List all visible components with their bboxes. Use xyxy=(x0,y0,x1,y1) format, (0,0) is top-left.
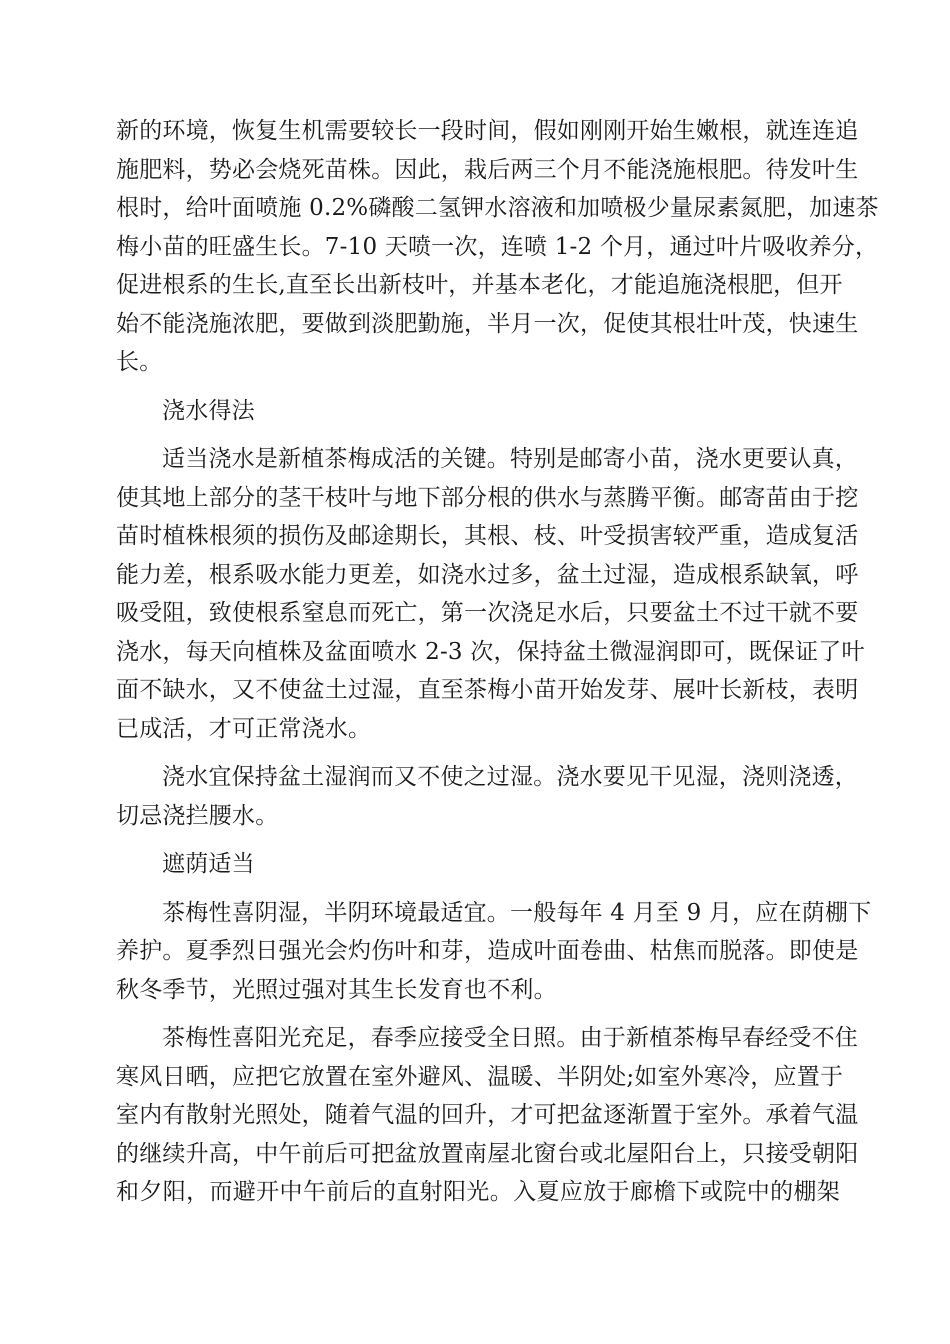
paragraph-line: 能力差，根系吸水能力更差，如浇水过多，盆土过湿，造成根系缺氧，呼 xyxy=(116,561,859,588)
paragraph-line: 根时，给叶面喷施 0.2%磷酸二氢钾水溶液和加喷极少量尿素氮肥，加速茶 xyxy=(116,195,879,221)
section-heading-shading: 遮荫适当 xyxy=(162,851,255,877)
paragraph-line: 和夕阳，而避开中午前后的直射阳光。入夏应放于廊檐下或院中的棚架 xyxy=(116,1179,840,1205)
paragraph-line: 面不缺水，又不使盆土过湿，直至茶梅小苗开始发芽、展叶长新枝，表明 xyxy=(116,677,859,703)
paragraph-shading-shade xyxy=(116,894,872,1010)
paragraph-line: 切忌浇拦腰水。 xyxy=(116,802,279,829)
document-body xyxy=(116,112,879,1212)
paragraph-line: 始不能浇施浓肥，要做到淡肥勤施，半月一次，促使其根壮叶茂，快速生 xyxy=(116,310,859,337)
paragraph-watering-moisture xyxy=(116,758,858,835)
paragraph-line: 吸受阻，致使根系窒息而死亡，第一次浇足水后，只要盆土不过干就不要 xyxy=(116,600,859,626)
paragraph-line: 养护。夏季烈日强光会灼伤叶和芽，造成叶面卷曲、枯焦而脱落。即使是 xyxy=(116,938,859,964)
paragraph-line: 室内有散射光照处，随着气温的回升，才可把盆逐渐置于室外。承着气温 xyxy=(116,1102,859,1128)
paragraph-line: 长。 xyxy=(116,349,163,375)
paragraph-line: 茶梅性喜阴湿，半阴环境最适宜。一般每年 4 月至 9 月，应在荫棚下 xyxy=(162,899,872,926)
paragraph-line: 寒风日晒，应把它放置在室外避风、温暖、半阴处;如室外寒冷，应置于 xyxy=(116,1063,844,1090)
paragraph-fertilizing-continued xyxy=(116,112,879,382)
paragraph-line: 梅小苗的旺盛生长。7-10 天喷一次，连喷 1-2 个月，通过叶片吸收养分， xyxy=(116,233,879,260)
paragraph-line: 适当浇水是新植茶梅成活的关键。特别是邮寄小苗，浇水更要认真， xyxy=(162,446,858,472)
paragraph-line: 促进根系的生长,直至长出新枝叶，并基本老化，才能追施浇根肥，但开 xyxy=(116,272,843,298)
paragraph-line: 的继续升高，中午前后可把盆放置南屋北窗台或北屋阳台上，只接受朝阳 xyxy=(116,1140,859,1167)
paragraph-line: 秋冬季节，光照过强对其生长发育也不利。 xyxy=(116,976,557,1003)
paragraph-line: 新的环境，恢复生机需要较长一段时间，假如刚刚开始生嫩根，就连连追 xyxy=(116,118,859,144)
section-heading-watering: 浇水得法 xyxy=(162,397,255,424)
paragraph-line: 已成活，才可正常浇水。 xyxy=(116,715,372,742)
paragraph-shading-sunlight xyxy=(116,1019,859,1212)
paragraph-line: 茶梅性喜阳光充足，春季应接受全日照。由于新植茶梅早春经受不住 xyxy=(162,1025,858,1051)
paragraph-line: 浇水宜保持盆土湿润而又不使之过湿。浇水要见干见湿，浇则浇透， xyxy=(162,764,858,790)
paragraph-line: 使其地上部分的茎干枝叶与地下部分根的供水与蒸腾平衡。邮寄苗由于挖 xyxy=(116,484,859,511)
paragraph-watering-key xyxy=(116,440,865,748)
paragraph-line: 浇水，每天向植株及盆面喷水 2-3 次，保持盆土微湿润即可，既保证了叶 xyxy=(116,638,865,665)
paragraph-line: 施肥料，势必会烧死苗株。因此，栽后两三个月不能浇施根肥。待发叶生 xyxy=(116,156,859,183)
paragraph-line: 苗时植株根须的损伤及邮途期长，其根、枝、叶受损害较严重，造成复活 xyxy=(116,523,859,549)
